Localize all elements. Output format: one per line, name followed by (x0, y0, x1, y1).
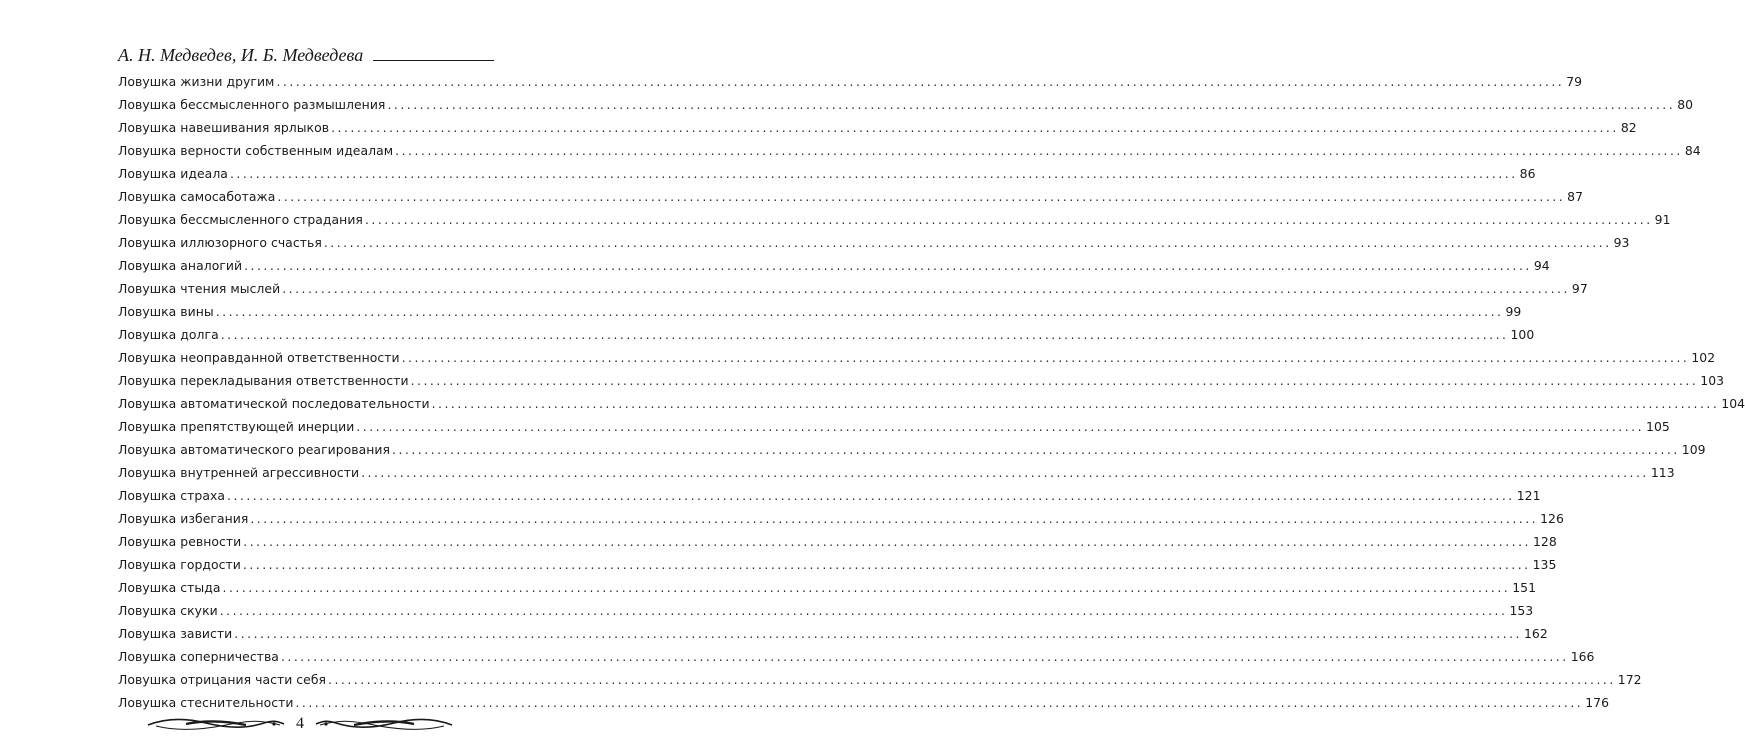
toc-dot-leader: ........................................................................................................................................................................................................ (364, 212, 1653, 227)
flourish-ornament-right-icon (314, 716, 454, 732)
toc-entry (118, 304, 1522, 327)
toc-entry-page: 103 (1700, 373, 1725, 388)
page-number: 4 (296, 715, 304, 732)
toc-entry-page: 113 (1650, 465, 1675, 480)
toc-entry-title: Ловушка долга (118, 327, 219, 342)
toc-entry-title: Ловушка вины (118, 304, 214, 319)
toc-entry-title: Ловушка иллюзорного счастья (118, 235, 322, 250)
table-of-contents (118, 74, 1745, 718)
toc-entry (118, 626, 1548, 649)
toc-dot-leader: ........................................................................................................................................................................................................ (219, 603, 1508, 618)
toc-entry (118, 235, 1630, 258)
toc-dot-leader: ........................................................................................................................................................................................................ (431, 396, 1720, 411)
toc-entry-page: 93 (1613, 235, 1630, 250)
toc-entry-page: 172 (1617, 672, 1642, 687)
toc-entry (118, 373, 1725, 396)
toc-entry (118, 212, 1671, 235)
toc-entry-title: Ловушка навешивания ярлыков (118, 120, 330, 135)
toc-entry-title: Ловушка верности собственным идеалам (118, 143, 394, 158)
toc-entry (118, 557, 1557, 580)
toc-entry (118, 672, 1642, 695)
toc-entry-page: 128 (1532, 534, 1557, 549)
toc-dot-leader: ........................................................................................................................................................................................................ (295, 695, 1584, 710)
toc-entry-page: 126 (1540, 511, 1564, 526)
toc-entry-page: 176 (1585, 695, 1610, 710)
toc-dot-leader: ........................................................................................................................................................................................................ (323, 235, 1612, 250)
toc-entry-title: Ловушка стеснительности (118, 695, 294, 710)
toc-entry-page: 162 (1524, 626, 1548, 641)
toc-entry-page: 91 (1654, 212, 1671, 227)
toc-entry-title: Ловушка отрицания части себя (118, 672, 327, 687)
toc-entry (118, 143, 1701, 166)
toc-dot-leader: ........................................................................................................................................................................................................ (229, 166, 1518, 181)
toc-entry-title: Ловушка избегания (118, 511, 249, 526)
toc-entry-title: Ловушка неоправданной ответственности (118, 350, 400, 365)
toc-dot-leader: ........................................................................................................................................................................................................ (243, 534, 1531, 549)
toc-dot-leader: ........................................................................................................................................................................................................ (277, 189, 1566, 204)
toc-dot-leader: ........................................................................................................................................................................................................ (222, 580, 1511, 595)
toc-entry (118, 511, 1564, 534)
toc-entry-page: 79 (1566, 74, 1583, 89)
toc-entry-title: Ловушка внутренней агрессивности (118, 465, 360, 480)
toc-dot-leader: ........................................................................................................................................................................................................ (387, 97, 1676, 112)
toc-entry (118, 281, 1588, 304)
toc-entry-page: 100 (1510, 327, 1535, 342)
toc-dot-leader: ........................................................................................................................................................................................................ (280, 649, 1569, 664)
toc-entry-page: 94 (1533, 258, 1550, 273)
toc-entry (118, 120, 1637, 143)
toc-entry-page: 97 (1571, 281, 1588, 296)
toc-dot-leader: ........................................................................................................................................................................................................ (401, 350, 1690, 365)
toc-entry (118, 488, 1541, 511)
header-rule (373, 60, 494, 61)
toc-entry-page: 104 (1721, 396, 1745, 411)
toc-entry-title: Ловушка стыда (118, 580, 221, 595)
toc-entry (118, 350, 1716, 373)
toc-entry-page: 109 (1681, 442, 1706, 457)
toc-dot-leader: ........................................................................................................................................................................................................ (220, 327, 1509, 342)
toc-entry-title: Ловушка автоматического реагирования (118, 442, 391, 457)
toc-entry-title: Ловушка аналогий (118, 258, 243, 273)
running-header (118, 40, 494, 64)
toc-dot-leader: ........................................................................................................................................................................................................ (215, 304, 1504, 319)
toc-entry-page: 166 (1570, 649, 1595, 664)
toc-entry-title: Ловушка ревности (118, 534, 242, 549)
toc-dot-leader: ........................................................................................................................................................................................................ (395, 143, 1683, 158)
toc-entry-title: Ловушка автоматической последовательности (118, 396, 430, 411)
toc-entry (118, 74, 1583, 97)
toc-dot-leader: ........................................................................................................................................................................................................ (282, 281, 1570, 296)
toc-entry-title: Ловушка чтения мыслей (118, 281, 281, 296)
toc-entry (118, 396, 1745, 419)
toc-entry (118, 419, 1670, 442)
toc-entry (118, 327, 1535, 350)
toc-entry-title: Ловушка бессмысленного страдания (118, 212, 363, 227)
toc-entry-page: 121 (1516, 488, 1541, 503)
toc-entry-page: 80 (1677, 97, 1694, 112)
toc-entry-title: Ловушка зависти (118, 626, 233, 641)
header-authors: А. Н. Медведев, И. Б. Медведева (118, 45, 364, 65)
toc-entry-title: Ловушка самосаботажа (118, 189, 276, 204)
toc-dot-leader: ........................................................................................................................................................................................................ (244, 258, 1532, 273)
toc-entry-page: 99 (1505, 304, 1522, 319)
toc-entry-page: 151 (1512, 580, 1537, 595)
toc-dot-leader: ........................................................................................................................................................................................................ (250, 511, 1539, 526)
toc-entry-page: 87 (1567, 189, 1584, 204)
toc-entry-title: Ловушка бессмысленного размышления (118, 97, 386, 112)
toc-entry (118, 465, 1675, 488)
toc-entry-page: 153 (1509, 603, 1534, 618)
page-footer (140, 712, 460, 736)
toc-entry-title: Ловушка гордости (118, 557, 241, 572)
toc-entry (118, 189, 1584, 212)
toc-entry-title: Ловушка идеала (118, 166, 228, 181)
toc-dot-leader: ........................................................................................................................................................................................................ (361, 465, 1649, 480)
toc-entry (118, 258, 1550, 281)
flourish-ornament-left-icon (146, 716, 286, 732)
toc-entry (118, 534, 1557, 557)
toc-dot-leader: ........................................................................................................................................................................................................ (356, 419, 1645, 434)
toc-dot-leader: ........................................................................................................................................................................................................ (328, 672, 1616, 687)
toc-entry-title: Ловушка скуки (118, 603, 218, 618)
toc-entry-title: Ловушка перекладывания ответственности (118, 373, 409, 388)
toc-entry-title: Ловушка жизни другим (118, 74, 275, 89)
toc-entry (118, 166, 1536, 189)
toc-entry-page: 84 (1684, 143, 1701, 158)
toc-entry-page: 82 (1620, 120, 1637, 135)
toc-entry-page: 86 (1519, 166, 1536, 181)
toc-entry-page: 102 (1691, 350, 1716, 365)
toc-dot-leader: ........................................................................................................................................................................................................ (410, 373, 1699, 388)
toc-entry-title: Ловушка соперничества (118, 649, 279, 664)
toc-dot-leader: ........................................................................................................................................................................................................ (392, 442, 1680, 457)
toc-dot-leader: ........................................................................................................................................................................................................ (331, 120, 1619, 135)
toc-entry (118, 97, 1694, 120)
toc-entry (118, 442, 1706, 465)
toc-entry-title: Ловушка препятствующей инерции (118, 419, 355, 434)
toc-entry-page: 135 (1532, 557, 1557, 572)
toc-entry (118, 603, 1534, 626)
toc-entry (118, 580, 1537, 603)
toc-dot-leader: ........................................................................................................................................................................................................ (242, 557, 1531, 572)
toc-entry-page: 105 (1646, 419, 1670, 434)
toc-dot-leader: ........................................................................................................................................................................................................ (276, 74, 1565, 89)
toc-dot-leader: ........................................................................................................................................................................................................ (234, 626, 1522, 641)
toc-entry-title: Ловушка страха (118, 488, 226, 503)
toc-entry (118, 649, 1595, 672)
toc-dot-leader: ........................................................................................................................................................................................................ (227, 488, 1515, 503)
